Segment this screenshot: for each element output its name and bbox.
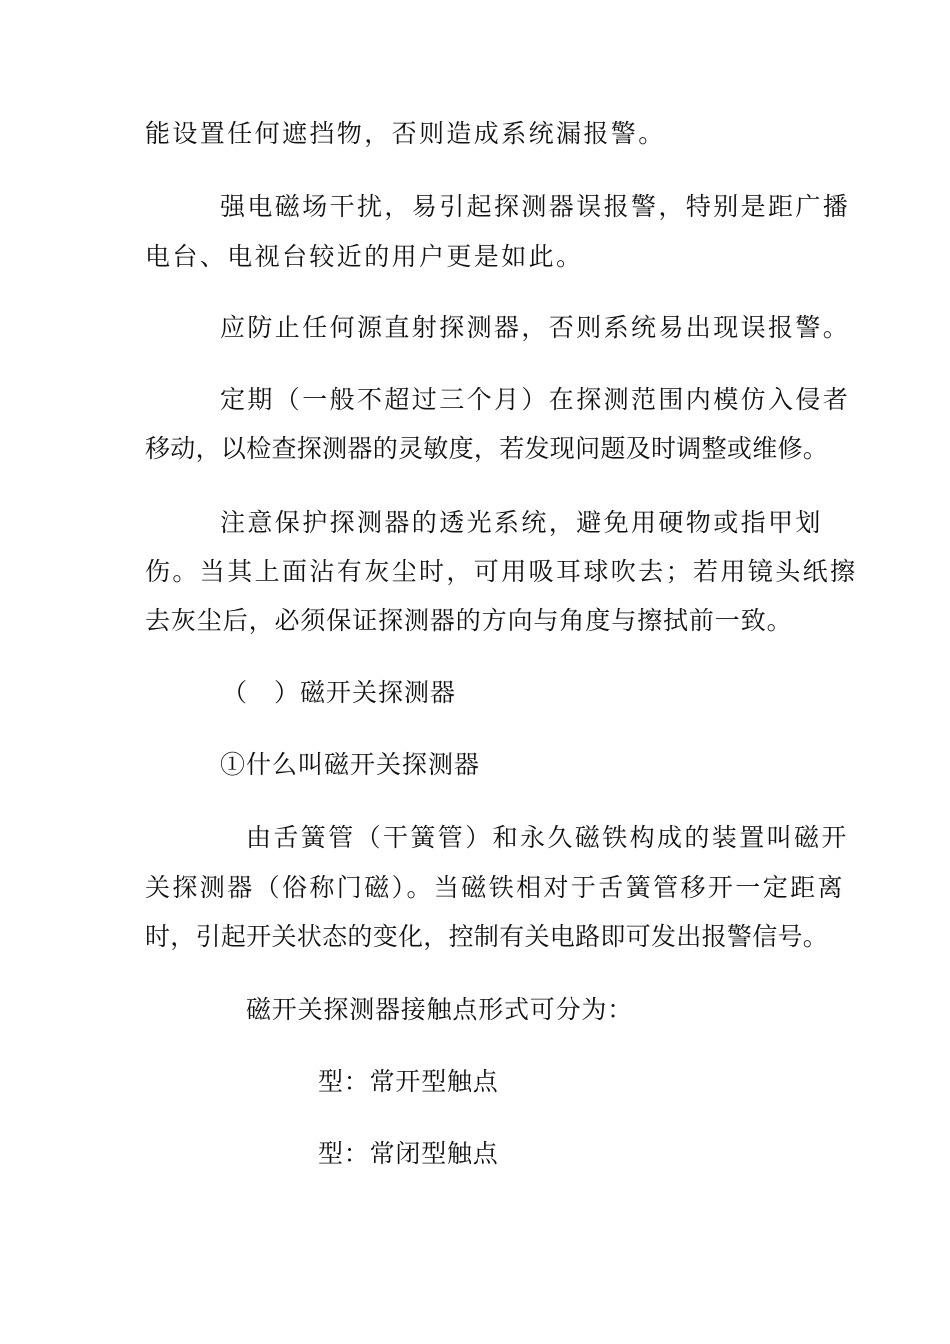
paragraph-line: 应防止任何源直射探测器，否则系统易出现误报警。 xyxy=(220,313,851,342)
paragraph-line: 能设置任何遮挡物，否则造成系统漏报警。 xyxy=(145,119,666,148)
paragraph-line: 定期（一般不超过三个月）在探测范围内模仿入侵者 xyxy=(220,385,851,414)
paragraph-line: 移动，以检查探测器的灵敏度，若发现问题及时调整或维修。 xyxy=(145,434,829,463)
list-item: 型：常闭型触点 xyxy=(318,1139,499,1168)
paragraph-line: 注意保护探测器的透光系统，避免用硬物或指甲划 xyxy=(220,508,823,537)
section-heading: （ ）磁开关探测器 xyxy=(222,678,457,707)
paragraph-line: 关探测器（俗称门磁）。当磁铁相对于舌簧管移开一定距离 xyxy=(145,873,845,902)
list-item: 型：常开型触点 xyxy=(318,1067,499,1096)
paragraph-line: 电台、电视台较近的用户更是如此。 xyxy=(145,242,584,271)
paragraph-line: 由舌簧管（干簧管）和永久磁铁构成的装置叫磁开 xyxy=(246,823,849,852)
paragraph-line: 去灰尘后，必须保证探测器的方向与角度与擦拭前一致。 xyxy=(145,606,793,635)
paragraph-line: 伤。当其上面沾有灰尘时，可用吸耳球吹去；若用镜头纸擦 xyxy=(145,557,858,586)
paragraph-line: 磁开关探测器接触点形式可分为： xyxy=(246,995,634,1024)
paragraph-line: 时，引起开关状态的变化，控制有关电路即可发出报警信号。 xyxy=(145,922,829,951)
subsection-heading: ①什么叫磁开关探测器 xyxy=(220,750,481,779)
paragraph-line: 强电磁场干扰，易引起探测器误报警，特别是距广播 xyxy=(220,192,851,221)
